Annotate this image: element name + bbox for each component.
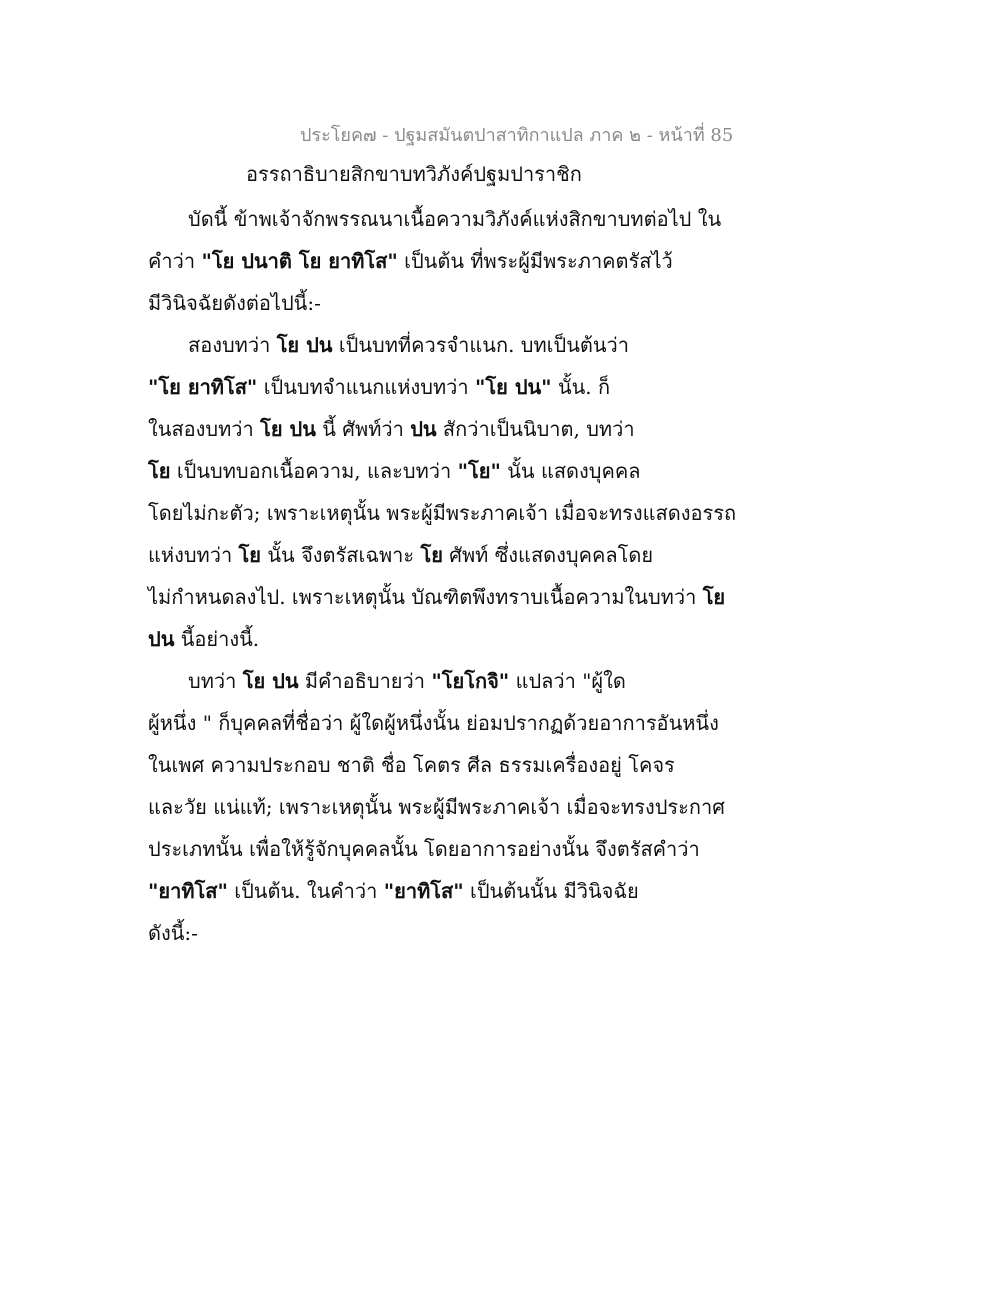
text-run: คำว่า (148, 249, 202, 273)
text-line (148, 198, 868, 240)
text-run: เป็นต้น. ในคำว่า (227, 879, 384, 903)
text-line (148, 450, 868, 492)
text-run: บัดนี้ ข้าพเจ้าจักพรรณนาเนื้อความวิภังค์แห่งสิกขาบทต่อไป ใน (188, 207, 722, 231)
text-run-bold: โย (702, 585, 726, 609)
text-run-bold: "โยโกจิ" (431, 669, 510, 693)
text-run-bold: "โย ปน" (474, 375, 552, 399)
text-run-bold: "โย ยาทิโส" (148, 375, 258, 399)
text-line (148, 786, 868, 828)
text-run: นี้ ศัพท์ว่า (315, 417, 411, 441)
text-run-bold: "โย" (457, 459, 501, 483)
text-line (148, 576, 868, 618)
text-run: เป็นต้น ที่พระผู้มีพระภาคตรัสไว้ (397, 249, 673, 273)
text-run-bold: "ยาทิโส" (383, 879, 464, 903)
text-line (148, 240, 868, 282)
text-line (148, 408, 868, 450)
text-run: ดังนี้:- (148, 921, 198, 945)
text-run: ศัพท์ ซึ่งแสดงบุคคลโดย (442, 543, 654, 567)
text-run-bold: "ยาทิโส" (148, 879, 228, 903)
text-run-bold: "โย ปนาติ โย ยาทิโส" (201, 249, 398, 273)
text-run: ไม่กำหนดลงไป. เพราะเหตุนั้น บัณฑิตพึงทราบเนื้อความในบทว่า (148, 585, 703, 609)
text-run: สักว่าเป็นนิบาต, บทว่า (436, 417, 635, 441)
text-run-bold: โย ปน (276, 333, 333, 357)
text-line (148, 324, 868, 366)
text-line (148, 282, 868, 324)
text-line (148, 702, 868, 744)
text-run: ในเพศ ความประกอบ ชาติ ชื่อ โคตร ศีล ธรรมเครื่องอยู่ โคจร (148, 753, 675, 777)
text-line (148, 492, 868, 534)
text-line (148, 828, 868, 870)
text-run: นี้อย่างนี้. (174, 627, 260, 651)
text-line (148, 744, 868, 786)
text-run-bold: ปน (148, 627, 175, 651)
body-text (148, 198, 868, 954)
text-run: ผู้หนึ่ง " ก็บุคคลที่ชื่อว่า ผู้ใดผู้หนึ่งนั้น ย่อมปรากฏด้วยอาการอันหนึ่ง (148, 711, 719, 735)
text-line (148, 870, 868, 912)
text-run: เป็นต้นนั้น มีวินิจฉัย (463, 879, 639, 903)
text-run: มีคำอธิบายว่า (298, 669, 432, 693)
text-run: ประเภทนั้น เพื่อให้รู้จักบุคคลนั้น โดยอาการอย่างนั้น จึงตรัสคำว่า (148, 837, 700, 861)
text-line (148, 912, 868, 954)
text-run-bold: โย (420, 543, 443, 567)
text-run: นั้น จึงตรัสเฉพาะ (261, 543, 421, 567)
text-run-bold: โย ปน (260, 417, 316, 441)
text-run-bold: โย ปน (242, 669, 299, 693)
text-run: มีวินิจฉัยดังต่อไปนี้:- (148, 291, 321, 315)
text-run: แปลว่า "ผู้ใด (509, 669, 626, 693)
text-run: นั้น แสดงบุคคล (500, 459, 641, 483)
text-run-bold: โย (238, 543, 262, 567)
text-run-bold: ปน (410, 417, 437, 441)
text-line (148, 618, 868, 660)
text-run: แห่งบทว่า (148, 543, 239, 567)
text-line (148, 534, 868, 576)
text-run: และวัย แน่แท้; เพราะเหตุนั้น พระผู้มีพระภาคเจ้า เมื่อจะทรงประกาศ (148, 795, 725, 819)
text-run: ในสองบทว่า (148, 417, 261, 441)
text-run: เป็นบทจำแนกแห่งบทว่า (257, 375, 475, 399)
text-line (148, 366, 868, 408)
text-run: สองบทว่า (188, 333, 277, 357)
text-run: บทว่า (188, 669, 243, 693)
section-title: อรรถาธิบายสิกขาบทวิภังค์ปฐมปาราชิก (246, 162, 582, 186)
text-run: โดยไม่กะตัว; เพราะเหตุนั้น พระผู้มีพระภาคเจ้า เมื่อจะทรงแสดงอรรถ (148, 501, 737, 525)
text-run: นั้น. ก็ (551, 375, 611, 399)
text-run: เป็นบทที่ควรจำแนก. บทเป็นต้นว่า (332, 333, 629, 357)
text-line (148, 660, 868, 702)
page-header: ประโยค๗ - ปฐมสมันตปาสาทิกาแปล ภาค ๒ - หน้าที่ 85 (300, 125, 734, 146)
text-run: เป็นบทบอกเนื้อความ, และบทว่า (170, 459, 458, 483)
text-run-bold: โย (148, 459, 171, 483)
